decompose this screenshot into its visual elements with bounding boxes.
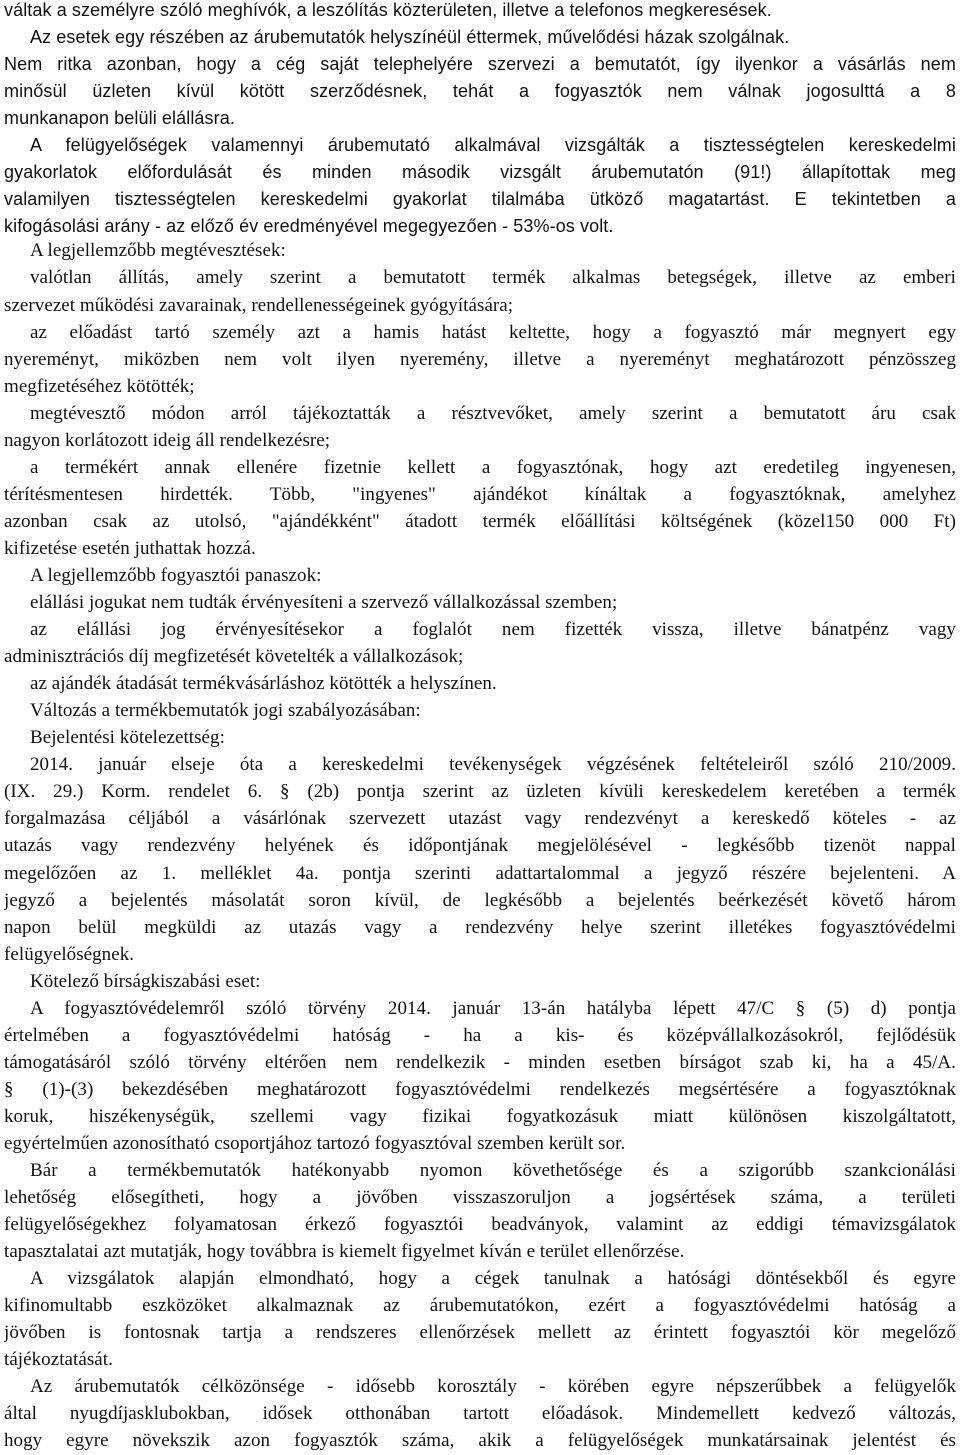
text-line: kifogásolási arány - az előző év eredményével megegyezően - 53%-os volt. <box>4 216 614 237</box>
text-line: A legjellemzőbb fogyasztói panaszok: <box>30 564 322 586</box>
text-line: (IX. 29.) Korm. rendelet 6. § (2b) pontja szerint az üzleten kívüli kereskedelem keretében a termék <box>4 781 956 803</box>
text-line: utazás vagy rendezvény helyének és időpontjának megjelölésével - legkésőbb tizenöt nappal <box>4 835 956 857</box>
text-line: jövőben is fontosnak tartja a rendszeres ellenőrzések mellett az érintett fogyasztói kör megelőző <box>4 1322 956 1344</box>
text-line: az ajándék átadását termékvásárláshoz kötötték a helyszínen. <box>30 673 497 695</box>
body-paragraphs <box>4 237 956 1454</box>
text-line: hogy egyre növekszik azon fogyasztók száma, akik a felügyelőségek munkatársainak jelentést és <box>4 1430 956 1452</box>
text-line: az előadást tartó személy azt a hamis hatást keltette, hogy a fogyasztó már megnyert egy <box>30 321 956 343</box>
text-line: az elállási jog érvényesítésekor a foglalót nem fizették vissza, illetve bánatpénz vagy <box>30 619 956 641</box>
text-line: napon belül megküldi az utazás vagy a rendezvény helye szerint illetékes fogyasztóvédelmi <box>4 916 956 938</box>
text-line: lehetőség elősegítheti, hogy a jövőben visszaszoruljon a jogsértések száma, a területi <box>4 1187 956 1209</box>
text-line: felügyelőségnek. <box>4 943 135 965</box>
text-line: váltak a személyre szóló meghívók, a leszólítás közterületen, illetve a telefonos megkeresések. <box>4 0 772 20</box>
text-line: a termékért annak ellenére fizetnie kellett a fogyasztónak, hogy azt eredetileg ingyenesen, <box>30 456 956 478</box>
text-line: Változás a termékbemutatók jogi szabályozásában: <box>30 700 421 722</box>
text-line: forgalmazása céljából a vásárlónak szervezett utazást vagy rendezvényt a kereskedő köteles - az <box>4 808 956 830</box>
text-line: támogatásáról szóló törvény eltérően nem rendelkezik - minden esetben bírságot szab ki, ha a 45/A. <box>4 1051 956 1073</box>
text-line: nagyon korlátozott ideig áll rendelkezésre; <box>4 429 331 451</box>
text-line: Nem ritka azonban, hogy a cég saját telephelyére szervezi a bemutatót, így ilyenkor a vásárlás nem <box>4 54 956 75</box>
text-line: kifizetése esetén juthattak hozzá. <box>4 537 256 559</box>
text-line: megfizetéséhez kötötték; <box>4 375 195 397</box>
text-line: A felügyelőségek valamennyi árubemutató alkalmával vizsgálták a tisztességtelen kereskedelmi <box>30 135 956 156</box>
text-line: gyakorlatok előfordulását és minden második vizsgált árubemutatón (91!) állapítottak meg <box>4 162 956 183</box>
text-line: valótlan állítás, amely szerint a bemutatott termék alkalmas betegségek, illetve az emberi <box>30 267 956 289</box>
text-line: felügyelőségekhez folyamatosan érkező fogyasztói beadványok, valamint az eddigi témavizsgálatok <box>4 1214 956 1236</box>
text-line: Kötelező bírságkiszabási eset: <box>30 970 261 992</box>
text-line: megelőzően az 1. melléklet 4a. pontja szerinti adattartalommal a jegyző részére bejelenteni. A <box>4 862 956 884</box>
text-line: megtévesztő módon arról tájékoztatták a résztvevőket, amely szerint a bemutatott áru csak <box>30 402 956 424</box>
text-line: minősül üzleten kívül kötött szerződésnek, tehát a fogyasztók nem válnak jogosulttá a 8 <box>4 81 956 102</box>
text-line: tapasztalatai azt mutatják, hogy továbbra is kiemelt figyelmet kíván e terület ellenőrzése. <box>4 1241 685 1263</box>
text-line: térítésmentesen hirdették. Több, "ingyenes" ajándékot kínáltak a fogyasztóknak, amelyhez <box>4 483 956 505</box>
text-line: munkanapon belüli elállásra. <box>4 108 235 129</box>
text-line: A legjellemzőbb megtévesztések: <box>30 240 286 262</box>
text-line: Bejelentési kötelezettség: <box>30 727 225 749</box>
text-line: jegyző a bejelentés másolatát soron kívül, de legkésőbb a bejelentés beérkezését követő három <box>4 889 956 911</box>
text-line: egyértelműen azonosítható csoportjához tartozó fogyasztóval szemben került sor. <box>4 1132 626 1154</box>
text-line: kifinomultabb eszközöket alkalmaznak az árubemutatókon, ezért a fogyasztóvédelmi hatóság a <box>4 1295 956 1317</box>
text-line: elállási jogukat nem tudták érvényesíteni a szervező vállalkozással szemben; <box>30 592 618 614</box>
text-line: § (1)-(3) bekezdésében meghatározott fogyasztóvédelmi rendelkezés megsértésére a fogyasztóknak <box>4 1078 956 1100</box>
intro-paragraphs <box>4 0 956 240</box>
text-line: Az esetek egy részében az árubemutatók helyszínéül éttermek, művelődési házak szolgálnak. <box>30 27 790 48</box>
text-line: adminisztrációs díj megfizetését követelték a vállalkozások; <box>4 646 464 668</box>
text-line: 2014. január elseje óta a kereskedelmi tevékenységek végzésének feltételeiről szóló 210/2009. <box>30 754 956 776</box>
text-line: Bár a termékbemutatók hatékonyabb nyomon követhetősége és a szigorúbb szankcionálási <box>30 1160 956 1182</box>
text-line: Az árubemutatók célközönsége - idősebb korosztály - körében egyre népszerűbbek a felügyelők <box>30 1376 956 1398</box>
text-line: A vizsgálatok alapján elmondható, hogy a cégek tanulnak a hatósági döntésekből és egyre <box>30 1268 956 1290</box>
text-line: valamilyen tisztességtelen kereskedelmi gyakorlat tilalmába ütköző magatartást. E tekintetben a <box>4 189 956 210</box>
document-body <box>4 0 956 1455</box>
text-line: koruk, hiszékenységük, szellemi vagy fizikai fogyatkozásuk miatt különösen kiszolgáltatott, <box>4 1105 956 1127</box>
text-line: értelmében a fogyasztóvédelmi hatóság - ha a kis- és középvállalkozásokról, fejlődésük <box>4 1024 956 1046</box>
text-line: szervezet működési zavarainak, rendellenességeinek gyógyítására; <box>4 294 514 316</box>
text-line: nyereményt, miközben nem volt ilyen nyeremény, illetve a nyereményt meghatározott pénzösszeg <box>4 348 956 370</box>
text-line: tájékoztatását. <box>4 1349 113 1371</box>
text-line: A fogyasztóvédelemről szóló törvény 2014. január 13-án hatályba lépett 47/C § (5) d) pontja <box>30 997 956 1019</box>
text-line: által nyugdíjasklubokban, idősek otthonában tartott előadások. Mindemellett kedvező változás, <box>4 1403 956 1425</box>
text-line: azonban csak az utolsó, "ajándékként" átadott termék előállítási költségének (közel150 000 Ft) <box>4 510 956 532</box>
